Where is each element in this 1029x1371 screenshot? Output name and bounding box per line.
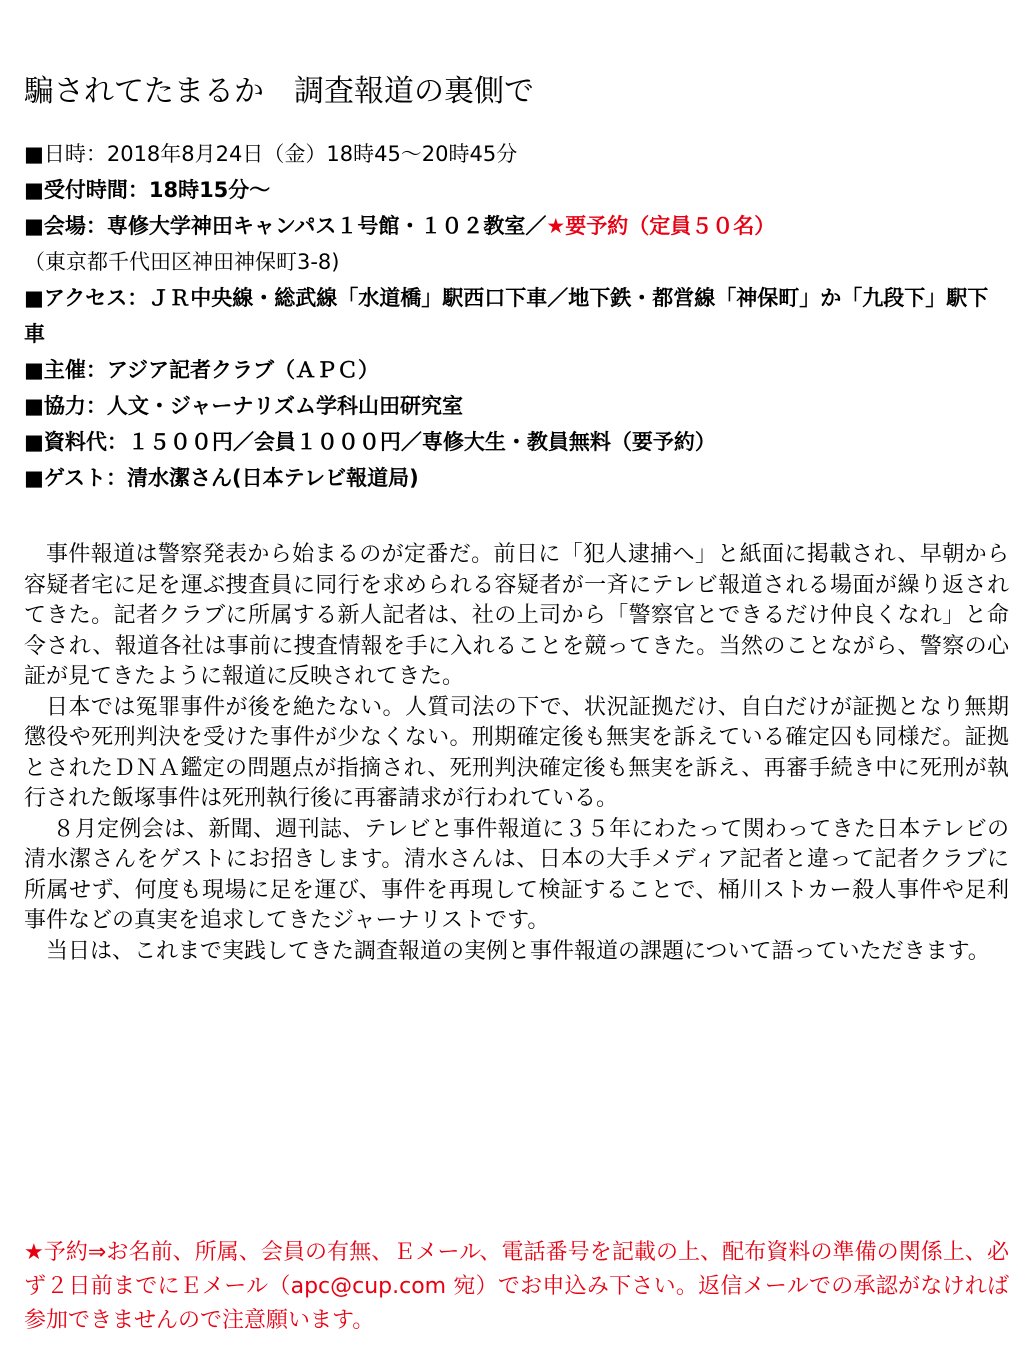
paragraph-4: 当日は、これまで実践してきた調査報道の実例と事件報道の課題について語っていただきます。 <box>46 938 990 964</box>
venue-line <box>24 208 1009 244</box>
event-description <box>24 540 1009 967</box>
page-title: 騙されてたまるか 調査報道の裏側で <box>24 74 534 110</box>
venue-text: ■会場：専修大学神田キャンパス１号館・１０２教室／ <box>24 214 547 238</box>
event-info <box>24 136 1009 496</box>
fee: ■資料代：１５００円／会員１０００円／専修大生・教員無料（要予約） <box>24 430 716 454</box>
paragraph-3: ８月定例会は、新聞、週刊誌、テレビと事件報道に３５年にわたって関わってきた日本テレビの清水潔さんをゲストにお招きします。清水さんは、日本の大手メディア記者と違って記者クラブに所属せず、何度も現場に足を運び、事件を再現して検証することで、桶川ストカー殺人事件や足利事件などの真実を追求してきたジャーナリストです。 <box>24 816 1009 933</box>
reservation-notice: ★予約⇒お名前、所属、会員の有無、Ｅメール、電話番号を記載の上、配布資料の準備の関係上、必ず２日前までにＥメール（apc@cup.com 宛）でお申込み下さい。返信メールでの承認がなければ参加できませんので注意願います。 <box>24 1240 1009 1333</box>
paragraph-1: 事件報道は警察発表から始まるのが定番だ。前日に「犯人逮捕へ」と紙面に掲載され、早朝から容疑者宅に足を運ぶ捜査員に同行を求められる容疑者が一斉にテレビ報道される場面が繰り返されてきた。記者クラブに所属する新人記者は、社の上司から「警察官とできるだけ仲良くなれ」と命令され、報道各社は事前に捜査情報を手に入れることを競ってきた。当然のことながら、警察の心証が見てきたように報道に反映されてきた。 <box>24 542 1009 689</box>
reservation-required: ★要予約（定員５０名） <box>546 214 776 238</box>
event-datetime: ■日時：2018年8月24日（金）18時45～20時45分 <box>24 142 518 166</box>
cooperation: ■協力：人文・ジャーナリズム学科山田研究室 <box>24 394 463 418</box>
guest: ■ゲスト：清水潔さん(日本テレビ報道局) <box>24 466 419 490</box>
venue-address: （東京都千代田区神田神保町3-8) <box>24 250 340 274</box>
organizer: ■主催：アジア記者クラブ（ＡＰＣ） <box>24 358 379 382</box>
paragraph-2: 日本では冤罪事件が後を絶たない。人質司法の下で、状況証拠だけ、自白だけが証拠となり無期懲役や死刑判決を受けた事件が少なくない。刑期確定後も無実を訴えている確定囚も同様だ。証拠とされたＤＮＡ鑑定の問題点が指摘され、死刑判決確定後も無実を訴え、再審手続き中に死刑が執行された飯塚事件は死刑執行後に再審請求が行われている。 <box>24 694 1009 811</box>
access-info: ■アクセス：ＪＲ中央線・総武線「水道橋」駅西口下車／地下鉄・都営線「神保町」か「九段下」駅下車 <box>24 286 989 346</box>
reception-time: ■受付時間：18時15分～ <box>24 178 271 202</box>
